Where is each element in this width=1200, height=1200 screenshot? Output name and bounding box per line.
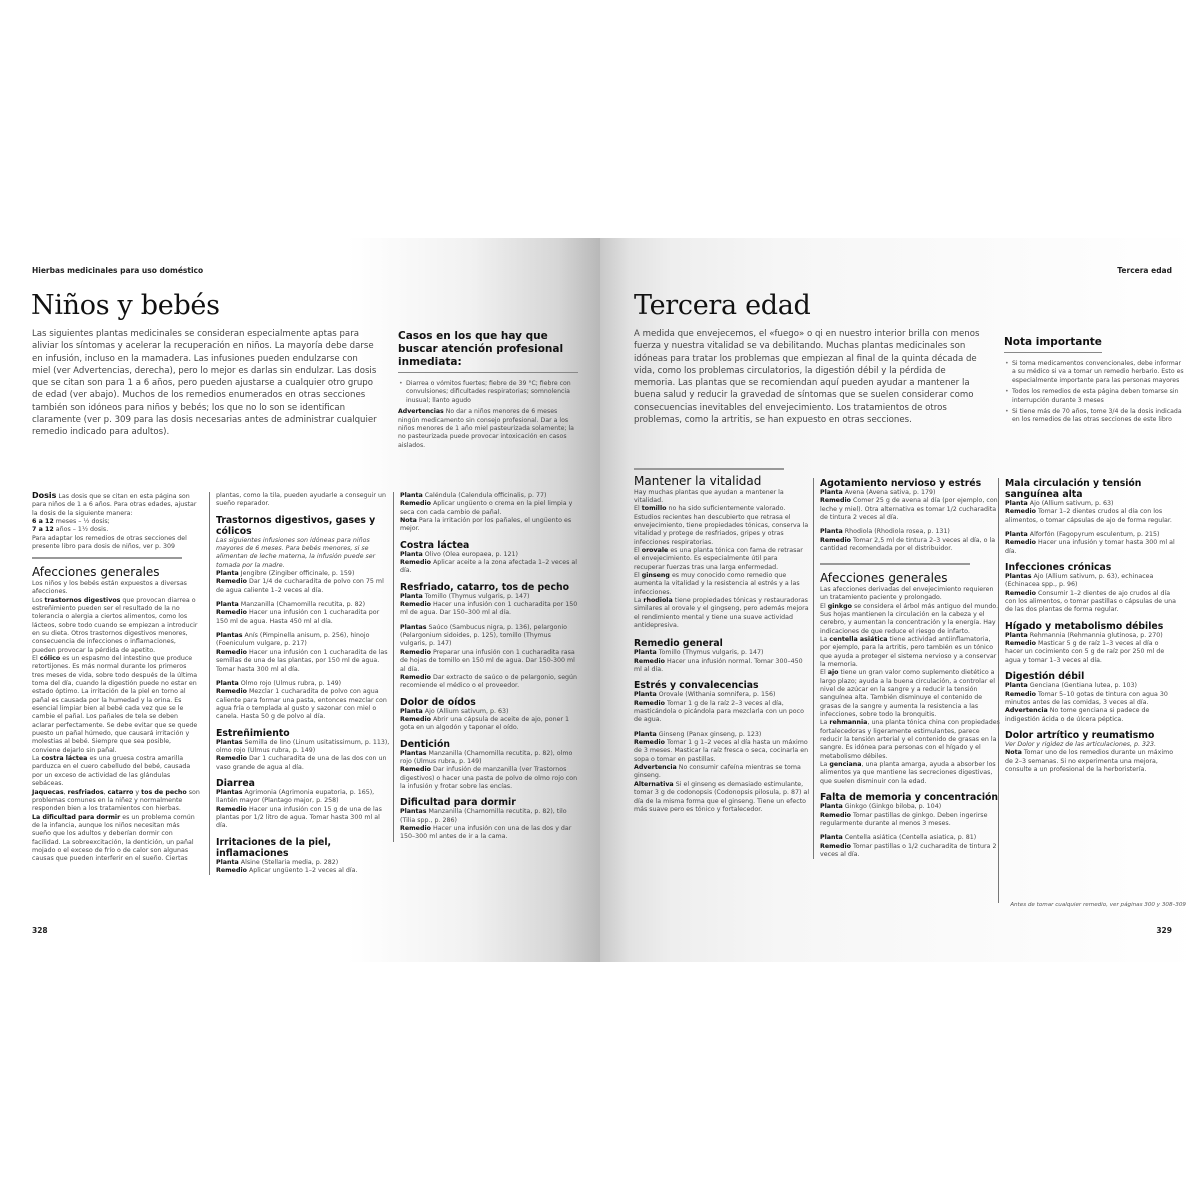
right-page	[600, 238, 1200, 962]
page-number: 329	[1156, 926, 1172, 935]
section-title: Remedio general	[634, 638, 723, 650]
footnote: Antes de tomar cualquier remedio, ver páginas 300 y 308–309	[1010, 902, 1186, 908]
box-bullet: • Diarrea o vómitos fuertes; fiebre de 39 °C; fiebre con convulsiones; dificultades respiratorias; somnolencia inusual; llanto agudo	[398, 380, 578, 405]
important-note-box	[1004, 330, 1184, 428]
right-column-1: Mantener la vitalidad Hay muchas plantas que ayudan a mantener la vitalidad. El tomillo no ha sido suficientemente valorado. Estudios recientes han descubierto que retrasa el envejecimiento, tiene propiedades tónicas, conserva la vitalidad y protege de resfriados, gripes y otras infecciones respiratorias. El orovale es una planta tónica con fama de retrasar el envejecimiento. Es especialmente útil para recuperar fuerzas tras una larga enfermedad. El ginseng es muy conocido como remedio que aumenta la vitalidad y la resistencia al estrés y a las infecciones. La rhodiola tiene propiedades tónicas y restauradoras similares al orovale y el gingseng, pero además mejora el rendimiento mental y tiene una suave actividad antidepresiva. Remedio general Planta Tomillo (Thymus vulgaris, p. 147) Remedio Hacer una infusión normal. Tomar 300–450 ml al día. Estrés y convalecencias Planta Orovale (Withania somnifera, p. 156) Remedio Tomar 1 g de la raíz 2–3 veces al día, masticándola o picándola para mezclarla con un poco de agua. Planta Ginseng (Panax ginseng, p. 123) Remedio Tomar 1 g 1–2 veces al día hasta un máximo de 3 meses. Masticar la raíz fresca o seca, cocinarla en sopa o tomar en pastillas. Advertencia No consumir cafeína mientras se toma ginseng. Alternativa Si el ginseng es demasiado estimulante, tomar 3 g de codonopsis (Codonopsis pilosula, p. 87) al día de la misma forma que el ginseng. Tiene un efecto más suave pero es tónico y fortalecedor.	[634, 468, 810, 814]
section-title: Dolor artrítico y reumatismo	[1005, 729, 1155, 741]
box-bullet: • Si toma medicamentos convencionales, debe informar a su médico si va a tomar un remedio herbario. Esto es especialmente importante para las personas mayores	[1004, 360, 1184, 385]
section-title: Costra láctea	[400, 539, 470, 551]
section-title: Hígado y metabolismo débiles	[1005, 620, 1164, 632]
page-title: Tercera edad	[634, 290, 811, 321]
section-title: Mala circulación y tensión sanguínea alta	[1005, 478, 1142, 500]
page-title: Niños y bebés	[31, 290, 220, 321]
right-column-2: Agotamiento nervioso y estrés Planta Avena (Avena sativa, p. 179) Remedio Comer 25 g de avena al día (por ejemplo, con leche y miel). Otra alternativa es tomar 1/2 cucharadita de tintura 2 veces al día. Planta Rhodiola (Rhodiola rosea, p. 131) Remedio Tomar 2,5 ml de tintura 2–3 veces al día, o la cantidad recomendada por el distribuidor. Afecciones generales Las afecciones derivadas del envejecimiento requieren un tratamiento paciente y prolongado. El ginkgo se considera el árbol más antiguo del mundo. Sus hojas mantienen la circulación en la cabeza y el cerebro, y aumentan la concentración y la energía. Hay indicaciones de que reduce el riesgo de infarto. La centella asiática tiene actividad antiinflamatoria, por ejemplo, para la artritis, pero también es un tónico que ayuda a proteger el sistema nervioso y a conservar la memoria. El ajo tiene un gran valor como suplemento dietético a largo plazo; ayuda a la buena circulación, a controlar el nivel de azúcar en la sangre y a reducir la tensión sanguínea alta. También disminuye el contenido de grasas de la sangre y aumenta la resistencia a las infecciones, sobre todo la bronquitis. La rehmannia, una planta tónica china con propiedades fortalecedoras y ligeramente estimulantes, parece reducir la tensión arterial y el contenido de grasas en la sangre. Es idónea para personas con el hígado y el metabolismo débiles. La genciana, una planta amarga, ayuda a absorber los alimentos ya que mantiene las secreciones digestivas, que suelen disminuir con la edad. Falta de memoria y concentración Planta Ginkgo (Ginkgo biloba, p. 104) Remedio Tomar pastillas de ginkgo. Deben ingerirse regularmente durante al menos 3 meses. Planta Centella asiática (Centella asiatica, p. 81) Remedio Tomar pastillas o 1/2 cucharadita de tintura 2 veces al día.	[813, 478, 1001, 859]
section-title: Mantener la vitalidad	[634, 473, 762, 488]
section-title: Digestión débil	[1005, 671, 1085, 683]
section-title: Afecciones generales	[820, 570, 948, 585]
dosis-paragraph: Dosis Las dosis que se citan en esta página son para niños de 1 a 6 años. Para otras edades, ajustar la dosis de la siguiente manera:	[32, 491, 197, 517]
left-column-3: Planta Caléndula (Calendula officinalis, p. 77) Remedio Aplicar ungüento o crema en la piel limpia y seca con cada cambio de pañal. Nota Para la irritación por los pañales, el ungüento es mejor. Costra láctea Planta Olivo (Olea europaea, p. 121) Remedio Aplicar aceite a la zona afectada 1–2 veces al día. Resfriado, catarro, tos de pecho Planta Tomillo (Thymus vulgaris, p. 147) Remedio Hacer una infusión con 1 cucharadita por 150 ml de agua. Dar 150–300 ml al día. Plantas Saúco (Sambucus nigra, p. 136), pelargonio (Pelargonium sidoides, p. 125), tomillo (Thymus vulgaris, p. 147) Remedio Preparar una infusión con 1 cucharadita rasa de hojas de tomillo en 150 ml de agua. Dar 150-300 ml al día. Remedio Dar extracto de saúco o de pelargonio, según recomiende el médico o el proveedor. Dolor de oídos Planta Ajo (Allium sativum, p. 63) Remedio Abrir una cápsula de aceite de ajo, poner 1 gota en un algodón y taponar el oído. Dentición Plantas Manzanilla (Chamomilla recutita, p. 82), olmo rojo (Ulmus rubra, p. 149) Remedio Dar infusión de manzanilla (ver Trastornos digestivos) o hacer una pasta de polvo de olmo rojo con la infusión y frotar sobre las encías. Dificultad para dormir Plantas Manzanilla (Chamomilla recutita, p. 82), tilo (Tilia spp., p. 286) Remedio Hacer una infusión con una de las dos y dar 150–300 ml antes de ir a la cama.	[393, 492, 579, 842]
section-title: Dolor de oídos	[400, 696, 476, 708]
section-title: Estreñimiento	[216, 727, 290, 739]
box-title: Casos en los que hay que buscar atención profesional inmediata:	[398, 330, 578, 373]
running-head: Tercera edad	[1117, 266, 1172, 275]
divider	[820, 563, 970, 565]
page-number: 328	[32, 926, 48, 935]
box-bullet: • Si tiene más de 70 años, tome 3/4 de la dosis indicada en los remedios de las otras secciones de este libro	[1004, 408, 1184, 425]
warnings-label: Advertencias	[398, 408, 444, 416]
section-title: Infecciones crónicas	[1005, 562, 1112, 574]
left-column-1: Dosis Las dosis que se citan en esta página son para niños de 1 a 6 años. Para otras edades, ajustar la dosis de la siguiente manera: 6 a 12 meses – ½ dosis; 7 a 12 años – 1½ dosis. Para adaptar los remedios de otras secciones del presente libro para dosis de niños, ver p. 309 Afecciones generales Los niños y los bebés están expuestos a diversas afecciones. Los trastornos digestivos que provocan diarrea o estreñimiento pueden ser el resultado de la no tolerancia o alergia a ciertos alimentos, como los lácteos, sobre todo cuando se empiezan a introducir en su dieta. Otros trastornos digestivos menores, consecuencia de infecciones o inflamaciones, pueden provocar la pérdida de apetito. El cólico es un espasmo del intestino que produce retortijones. Es más normal durante los primeros tres meses de vida, sobre todo después de la última toma del día, cuando la digestión puede no estar en estado óptimo. La irritación de la piel en torno al pañal es causada por la humedad y la orina. Es esencial limpiar bien al bebé cada vez que se le cambie el pañal. Los pañales de tela se deben aclarar perfectamente. Se debe evitar que se quede puesto un pañal húmedo, que causará irritación y molestias al bebé. Siempre que sea posible, conviene dejarlo sin pañal. La costra láctea es una gruesa costra amarilla parduzca en el cuero cabelludo del bebé, causada por un exceso de actividad de las glándulas sebáceas. Jaquecas, resfriados, catarro y tos de pecho son problemas comunes en la niñez y normalmente responden bien a los tratamientos con hierbas. La dificultad para dormir es un problema común de la infancia, aunque los niños necesitan más sueño que los adultos y deberían dormir con facilidad. La sobreexcitación, la dentición, un pañal mojado o el exceso de frío o de calor son algunas causas que pueden interferir en el sueño. Ciertas	[32, 491, 200, 863]
section-title: Falta de memoria y concentración	[820, 792, 999, 804]
divider	[634, 468, 784, 470]
box-bullet: • Todos los remedios de esta página deben tomarse sin interrupción durante 3 meses	[1004, 388, 1184, 405]
urgent-care-box	[398, 330, 578, 450]
section-title: Afecciones generales	[32, 564, 160, 579]
section-title: Agotamiento nervioso y estrés	[820, 478, 982, 489]
box-title: Nota importante	[1004, 336, 1102, 353]
warnings: Advertencias No dar a niños menores de 6 meses ningún medicamento sin consejo profesional. Dar a los niños menores de 1 año miel pasteurizada solamente; la no pasteurizada puede provocar intoxicación en casos aislados.	[398, 408, 574, 449]
section-title: Estrés y convalecencias	[634, 680, 759, 692]
section-title: Resfriado, catarro, tos de pecho	[400, 581, 570, 593]
intro-paragraph: A medida que envejecemos, el «fuego» o qi en nuestro interior brilla con menos fuerza y nuestra vitalidad se va debilitando. Muchas plantas medicinales son idóneas para tratar los problemas que empiezan al final de la quinta década de vida, como los problemas circulatorios, la digestión débil y la pérdida de memoria. Las plantas que se recomiendan aquí pueden ayudar a mantener la buena salud y reducir la gravedad de síntomas que se suelen considerar como consecuencias inevitables del envejecimiento. Los tratamientos de otros problemas, como la artritis, se han expuesto en otras secciones.	[634, 329, 980, 426]
book-spread	[0, 238, 1200, 962]
right-column-3: Mala circulación y tensión sanguínea alta Planta Ajo (Allium sativum, p. 63) Remedio Tomar 1–2 dientes crudos al día con los alimentos, o tomar cápsulas de ajo de forma regular. Planta Alforfón (Fagopyrum esculentum, p. 215) Remedio Hacer una infusión y tomar hasta 300 ml al día. Infecciones crónicas Plantas Ajo (Allium sativum, p. 63), echinacea (Echinacea spp., p. 96) Remedio Consumir 1–2 dientes de ajo crudos al día con los alimentos, o tomar pastillas o cápsulas de una de las dos plantas de forma regular. Hígado y metabolismo débiles Planta Rehmannia (Rehmannia glutinosa, p. 270) Remedio Masticar 5 g de raíz 1–3 veces al día o hacer un cocimiento con 5 g de raíz por 250 ml de agua y tomar 1–3 veces al día. Digestión débil Planta Genciana (Gentiana lutea, p. 103) Remedio Tomar 5–10 gotas de tintura con agua 30 minutos antes de las comidas, 3 veces al día. Advertencia No tome genciana si padece de indigestión ácida o de úlcera péptica. Dolor artrítico y reumatismo Ver Dolor y rigidez de las articulaciones, p. 323. Nota Tomar uno de los remedios durante un máximo de 2–3 semanas. Si no experimenta una mejora, consulte a un profesional de la herboristería.	[998, 478, 1178, 903]
section-title: Irritaciones de la piel, inflamaciones	[216, 836, 332, 859]
left-column-2: plantas, como la tila, pueden ayudarle a conseguir un sueño reparador. Trastornos digestivos, gases y cólicos Las siguientes infusiones son idóneas para niños mayores de 6 meses. Para bebés menores, si se alimentan de leche materna, la infusión puede ser tomada por la madre. Planta Jengibre (Zingiber officinale, p. 159) Remedio Dar 1/4 de cucharadita de polvo con 75 ml de agua caliente 1–2 veces al día. Planta Manzanilla (Chamomilla recutita, p. 82) Remedio Hacer una infusión con 1 cucharadita por 150 ml de agua. Hasta 450 ml al día. Plantas Anís (Pimpinella anisum, p. 256), hinojo (Foeniculum vulgare, p. 217) Remedio Hacer una infusión con 1 cucharadita de las semillas de una de las plantas, por 150 ml de agua. Tomar hasta 300 ml al día. Planta Olmo rojo (Ulmus rubra, p. 149) Remedio Mezclar 1 cucharadita de polvo con agua caliente para formar una pasta, entonces mezclar con agua fría o templada al gusto y sazonar con miel o canela. Hasta 50 g de polvo al día. Estreñimiento Plantas Semilla de lino (Linum usitatissimum, p. 113), olmo rojo (Ulmus rubra, p. 149) Remedio Dar 1 cucharadita de una de las dos con un vaso grande de agua al día. Diarrea Plantas Agrimonia (Agrimonia eupatoria, p. 165), llantén mayor (Plantago major, p. 258) Remedio Hacer una infusión con 15 g de una de las plantas por 1/2 litro de agua. Tomar hasta 300 ml al día. Irritaciones de la piel, inflamaciones Planta Alsine (Stellaria media, p. 282) Remedio Aplicar ungüento 1–2 veces al día.	[209, 492, 393, 875]
section-title: Trastornos digestivos, gases y cólicos	[216, 514, 376, 537]
box-bullets	[1004, 360, 1184, 425]
section-title: Diarrea	[216, 777, 255, 789]
box-bullets	[398, 380, 578, 405]
left-page	[0, 238, 600, 962]
divider	[32, 557, 182, 559]
intro-paragraph: Las siguientes plantas medicinales se consideran especialmente aptas para aliviar los síntomas y acelerar la recuperación en niños. La mayoría debe darse en infusión, incluso en la mamadera. Las infusiones pueden endulzarse con miel (ver Advertencias, derecha), pero lo mejor es darlas sin endulzar. Las dosis que se citan son para 1 a 6 años, pero pueden ajustarse a cualquier otro grupo de edad (ver abajo). Muchos de los remedios enumerados en otras secciones también son idóneos para niños y bebés; los que no lo son se identifican claramente (ver p. 309 para las dosis necesarias antes de administrar cualquier remedio indicado para adultos).	[32, 329, 377, 438]
section-title: Dificultad para dormir	[400, 797, 516, 809]
section-title: Dentición	[400, 738, 450, 750]
running-head: Hierbas medicinales para uso doméstico	[32, 266, 204, 275]
